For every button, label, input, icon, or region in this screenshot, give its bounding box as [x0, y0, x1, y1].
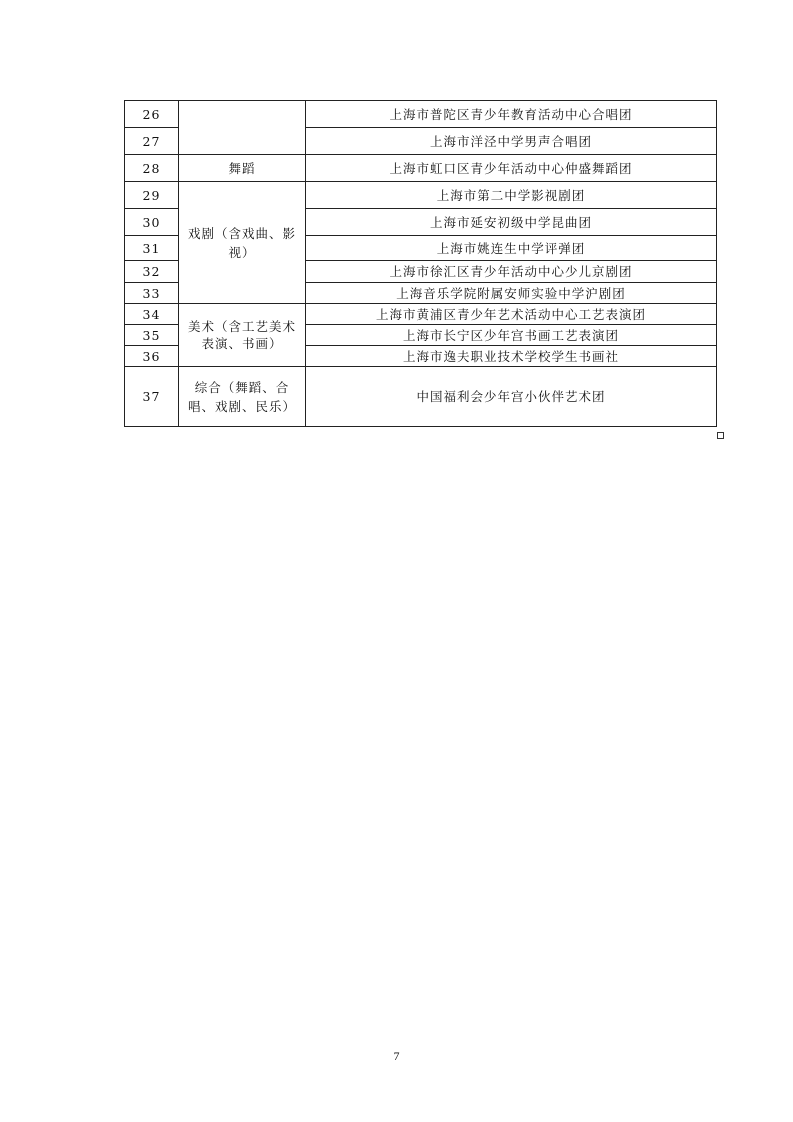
troupe-name: 上海市黄浦区青少年艺术活动中心工艺表演团 [306, 304, 717, 325]
troupe-name: 上海市徐汇区青少年活动中心少儿京剧团 [306, 261, 717, 283]
troupe-name: 中国福利会少年宫小伙伴艺术团 [306, 367, 717, 427]
paragraph-end-mark [717, 432, 724, 439]
troupe-name: 上海市姚连生中学评弹团 [306, 236, 717, 261]
table-row [125, 367, 717, 427]
row-number: 37 [125, 367, 179, 427]
troupe-name: 上海市虹口区青少年活动中心仲盛舞蹈团 [306, 155, 717, 182]
category-label: 综合（舞蹈、合唱、戏剧、民乐） [187, 379, 296, 414]
troupe-table [124, 100, 717, 427]
row-number: 34 [125, 304, 179, 325]
table-row [125, 182, 717, 209]
row-number: 36 [125, 346, 179, 367]
category-cell [179, 182, 306, 304]
table-row [125, 304, 717, 325]
category-cell [179, 304, 306, 367]
row-number: 32 [125, 261, 179, 283]
table-row [125, 101, 717, 128]
row-number: 31 [125, 236, 179, 261]
table-row [125, 155, 717, 182]
troupe-name: 上海市逸夫职业技术学校学生书画社 [306, 346, 717, 367]
category-cell [179, 367, 306, 427]
page-number: 7 [393, 1049, 400, 1063]
troupe-name: 上海市延安初级中学昆曲团 [306, 209, 717, 236]
row-number: 26 [125, 101, 179, 128]
troupe-name: 上海音乐学院附属安师实验中学沪剧团 [306, 283, 717, 304]
row-number: 35 [125, 325, 179, 346]
row-number: 27 [125, 128, 179, 155]
row-number: 28 [125, 155, 179, 182]
troupe-name: 上海市普陀区青少年教育活动中心合唱团 [306, 101, 717, 128]
troupe-name: 上海市洋泾中学男声合唱团 [306, 128, 717, 155]
category-cell [179, 101, 306, 155]
category-cell: 舞蹈 [179, 155, 306, 182]
troupe-name: 上海市长宁区少年宫书画工艺表演团 [306, 325, 717, 346]
row-number: 30 [125, 209, 179, 236]
row-number: 33 [125, 283, 179, 304]
category-label: 戏剧（含戏曲、影视） [187, 225, 296, 260]
category-label: 美术（含工艺美术表演、书画） [187, 319, 296, 351]
troupe-name: 上海市第二中学影视剧团 [306, 182, 717, 209]
row-number: 29 [125, 182, 179, 209]
